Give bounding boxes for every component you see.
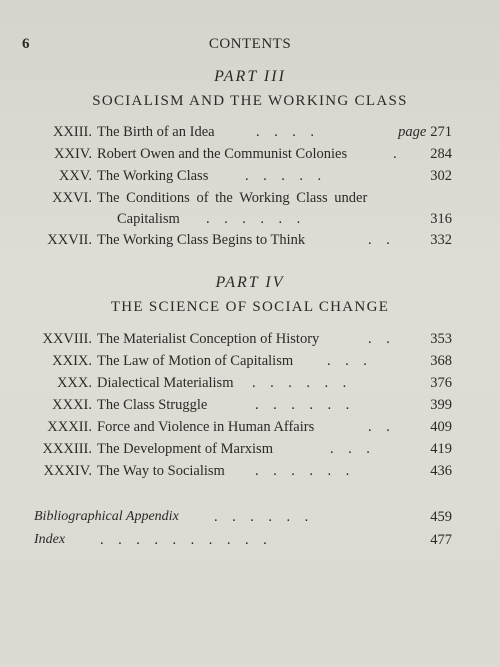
toc-entry (0, 441, 500, 463)
chapter-title: The Development of Marxism (97, 441, 273, 457)
dot-leaders: . . . . . . (252, 375, 347, 391)
page-reference: 302 (430, 168, 452, 184)
part-title: THE SCIENCE OF SOCIAL CHANGE (110, 299, 390, 315)
page-reference: 316 (430, 211, 452, 227)
chapter-numeral: XXIX. (52, 353, 92, 369)
dot-leaders: . . . (327, 353, 367, 369)
chapter-title: The Working Class (97, 168, 209, 184)
toc-entry (0, 419, 500, 441)
page-value: 271 (430, 124, 452, 140)
appendix-entry (0, 532, 500, 554)
chapter-title: The Way to Socialism (97, 463, 225, 479)
dot-leaders: . . . . . . (206, 211, 301, 227)
page-reference: 477 (430, 532, 452, 548)
chapter-numeral: XXVI. (52, 190, 92, 206)
page-header (0, 36, 500, 56)
page-reference: 332 (430, 232, 452, 248)
page-prefix: page (398, 124, 427, 140)
chapter-title: The Working Class Begins to Think (97, 232, 306, 248)
part-label: PART IV (215, 274, 285, 291)
chapter-numeral: XXXI. (52, 397, 92, 413)
dot-leaders: . . . . (256, 124, 314, 140)
part-label: PART III (214, 68, 286, 85)
page-reference: 353 (430, 331, 452, 347)
appendix-title: Bibliographical Appendix (34, 509, 179, 524)
dot-leaders: . (393, 146, 397, 162)
page-reference: 459 (430, 509, 452, 525)
toc-entry (0, 124, 500, 146)
chapter-numeral: XXXII. (47, 419, 92, 435)
page-number: 6 (22, 36, 30, 52)
toc-entry (0, 375, 500, 397)
dot-leaders: . . (368, 419, 390, 435)
contents-heading: CONTENTS (208, 36, 292, 52)
appendix-title: Index (34, 532, 66, 547)
toc-entry (0, 146, 500, 168)
chapter-numeral: XXXIII. (42, 441, 92, 457)
chapter-title: The Law of Motion of Capitalism (97, 353, 294, 369)
chapter-title: Dialectical Materialism (97, 375, 234, 391)
chapter-numeral: XXXIV. (43, 463, 92, 479)
dot-leaders: . . . . . . . . . . (100, 532, 267, 548)
page-reference: 436 (430, 463, 452, 479)
chapter-title: The Conditions of the Working Class under (97, 190, 368, 206)
dot-leaders: . . (368, 331, 390, 347)
page-reference: 376 (430, 375, 452, 391)
chapter-numeral: XXV. (58, 168, 92, 184)
toc-entry (0, 190, 500, 234)
chapter-numeral: XXVII. (47, 232, 92, 248)
toc-entry (0, 168, 500, 190)
toc-entry (0, 353, 500, 375)
dot-leaders: . . . . . . (255, 463, 350, 479)
chapter-numeral: XXVIII. (42, 331, 92, 347)
page-reference: 368 (430, 353, 452, 369)
dot-leaders: . . (368, 232, 390, 248)
page-reference: 419 (430, 441, 452, 457)
dot-leaders: . . . . . . (255, 397, 350, 413)
chapter-title: The Class Struggle (97, 397, 208, 413)
chapter-title: Robert Owen and the Communist Colonies (97, 146, 348, 162)
part-title: SOCIALISM AND THE WORKING CLASS (92, 93, 408, 109)
chapter-numeral: XXX. (56, 375, 92, 391)
page-reference: 284 (430, 146, 452, 162)
toc-entry (0, 331, 500, 353)
dot-leaders: . . . (330, 441, 370, 457)
page-reference: 399 (430, 397, 452, 413)
chapter-title: The Materialist Conception of History (97, 331, 320, 347)
appendix-entry (0, 509, 500, 531)
page-reference (398, 124, 452, 141)
chapter-title-continued: Capitalism (117, 211, 180, 227)
toc-entry (0, 463, 500, 485)
chapter-numeral: XXIII. (52, 124, 92, 140)
dot-leaders: . . . . . . (214, 509, 309, 525)
chapter-numeral: XXIV. (54, 146, 92, 162)
page-reference: 409 (430, 419, 452, 435)
toc-entry (0, 232, 500, 254)
dot-leaders: . . . . . (245, 168, 322, 184)
toc-entry (0, 397, 500, 419)
chapter-title: The Birth of an Idea (97, 124, 215, 140)
chapter-title: Force and Violence in Human Affairs (97, 419, 315, 435)
